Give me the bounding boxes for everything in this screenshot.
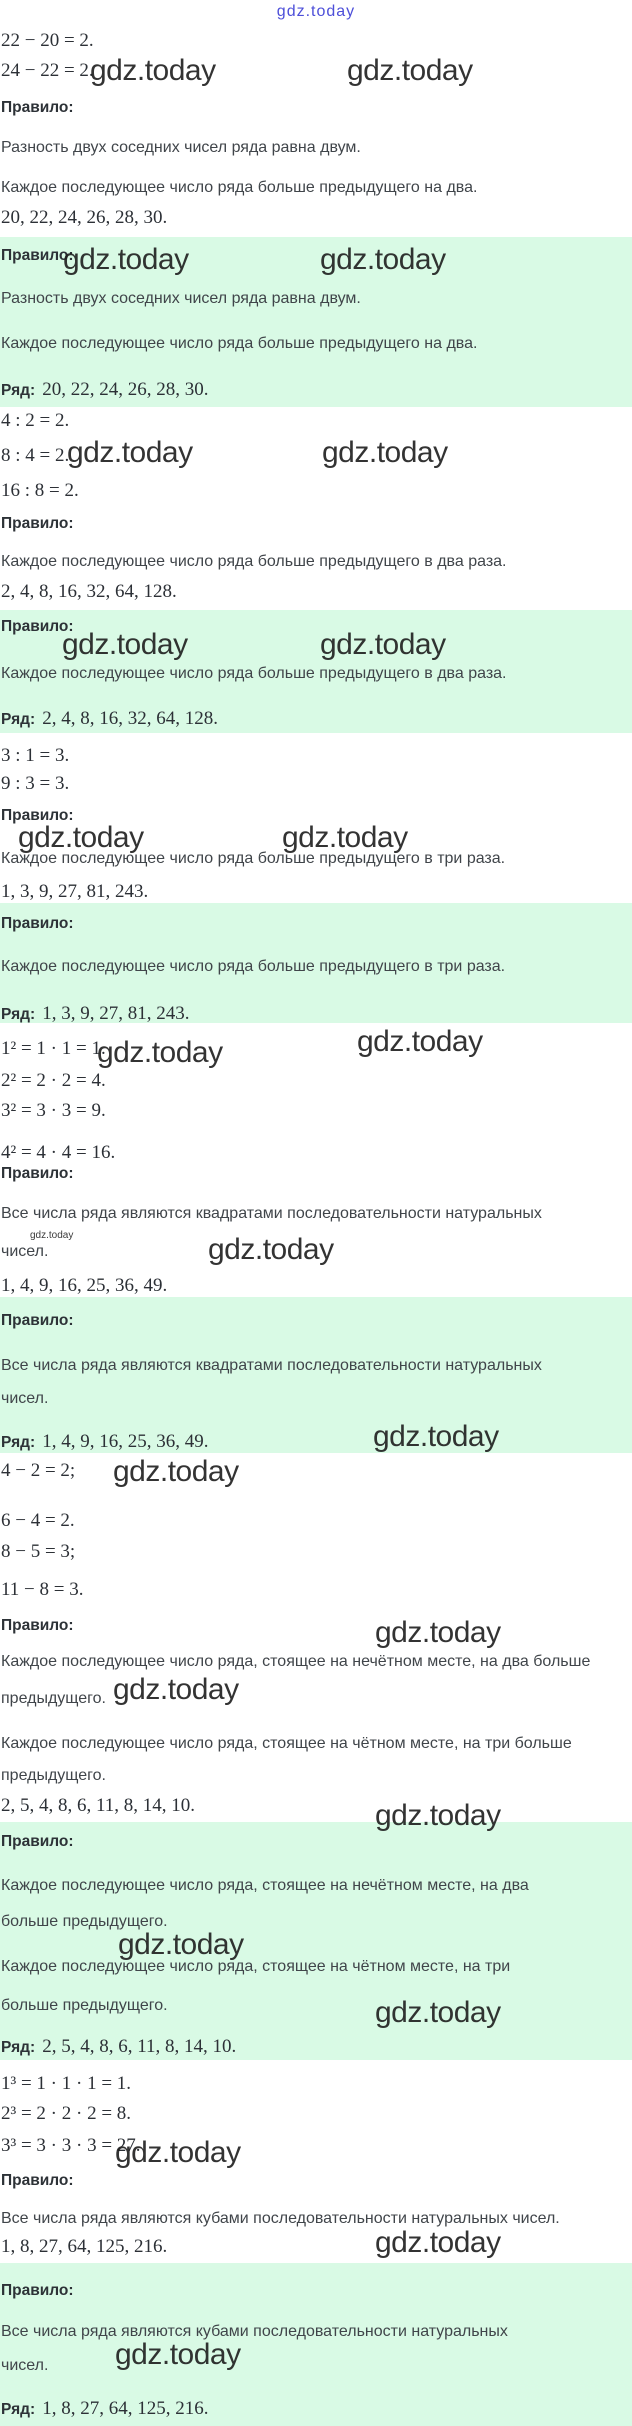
sequence-text: 20, 22, 24, 26, 28, 30. — [1, 207, 168, 228]
watermark: gdz.today — [322, 436, 448, 469]
rule-label: Правило: — [1, 618, 74, 635]
math-line: 2³ = 2 · 2 · 2 = 8. — [1, 2103, 132, 2124]
rule-label: Правило: — [1, 1312, 74, 1329]
rule-text: Разность двух соседних чисел ряда равна двум. — [1, 139, 361, 156]
row-label: Ряд: — [1, 2401, 36, 2418]
row-label: Ряд: — [1, 1434, 36, 1451]
watermark: gdz.today — [115, 2136, 241, 2169]
watermark: gdz.today — [113, 1455, 239, 1488]
math-line: 6 − 4 = 2. — [1, 1510, 75, 1531]
rule-label: Правило: — [1, 1617, 74, 1634]
math-line: 2² = 2 · 2 = 4. — [1, 1070, 106, 1091]
rule-text: Каждое последующее число ряда, стоящее на чётном месте, на три — [1, 1958, 511, 1975]
watermark: gdz.today — [18, 821, 144, 854]
rule-label: Правило: — [1, 1833, 74, 1850]
math-line: 1² = 1 · 1 = 1. — [1, 1038, 106, 1059]
rule-label: Правило: — [1, 807, 74, 824]
math-line: 4 : 2 = 2. — [1, 410, 70, 431]
rule-text: Каждое последующее число ряда, стоящее на нечётном месте, на два больше — [1, 1653, 591, 1670]
row-values: 1, 3, 9, 27, 81, 243. — [42, 1003, 190, 1024]
rule-text: Все числа ряда являются кубами последовательности натуральных — [1, 2323, 508, 2340]
rule-label: Правило: — [1, 1165, 74, 1182]
watermark: gdz.today — [320, 243, 446, 276]
rule-text: Каждое последующее число ряда больше предыдущего в три раза. — [1, 850, 506, 867]
workings-6 — [0, 2060, 632, 2263]
math-line: 9 : 3 = 3. — [1, 773, 70, 794]
row-label: Ряд: — [1, 1006, 36, 1023]
workings-5 — [0, 1453, 632, 1832]
answer-row — [1, 379, 208, 401]
rule-text: Все числа ряда являются кубами последовательности натуральных чисел. — [1, 2210, 560, 2227]
watermark: gdz.today — [118, 1928, 244, 1961]
rule-text: предыдущего. — [1, 1690, 106, 1707]
rule-label: Правило: — [1, 2282, 74, 2299]
watermark: gdz.today — [67, 436, 193, 469]
math-line: 11 − 8 = 3. — [1, 1579, 84, 1600]
watermark: gdz.today — [63, 243, 189, 276]
answer-row — [1, 2398, 208, 2420]
rule-text: Каждое последующее число ряда, стоящее на нечётном месте, на два — [1, 1877, 529, 1894]
math-line: 4 − 2 = 2; — [1, 1460, 76, 1481]
watermark: gdz.today — [62, 628, 188, 661]
math-line: 8 : 4 = 2. — [1, 445, 70, 466]
math-line: 3² = 3 · 3 = 9. — [1, 1100, 106, 1121]
watermark: gdz.today — [373, 1420, 499, 1453]
watermark: gdz.today — [115, 2338, 241, 2371]
watermark: gdz.today — [320, 628, 446, 661]
rule-text: Каждое последующее число ряда, стоящее на чётном месте, на три больше — [1, 1735, 572, 1752]
row-values: 20, 22, 24, 26, 28, 30. — [42, 379, 209, 400]
watermark: gdz.today — [375, 1996, 501, 2029]
row-values: 1, 8, 27, 64, 125, 216. — [42, 2398, 209, 2419]
rule-text: Разность двух соседних чисел ряда равна двум. — [1, 290, 361, 307]
rule-text: Все числа ряда являются квадратами последовательности натуральных — [1, 1357, 542, 1374]
watermark: gdz.today — [357, 1025, 483, 1058]
watermark: gdz.today — [90, 54, 216, 87]
rule-label: Правило: — [1, 99, 74, 116]
rule-text: больше предыдущего. — [1, 1997, 168, 2014]
watermark: gdz.today — [282, 821, 408, 854]
row-values: 2, 5, 4, 8, 6, 11, 8, 14, 10. — [42, 2036, 237, 2057]
row-label: Ряд: — [1, 2039, 36, 2056]
answer-row — [1, 2036, 236, 2058]
math-line: 24 − 22 = 2. — [1, 60, 94, 81]
rule-text: предыдущего. — [1, 1767, 106, 1784]
rule-label: Правило: — [1, 515, 74, 532]
sequence-text: 2, 5, 4, 8, 6, 11, 8, 14, 10. — [1, 1795, 196, 1816]
watermark: gdz.today — [375, 2226, 501, 2259]
answer-row — [1, 1003, 189, 1025]
answer-row — [1, 708, 218, 730]
rule-text: Каждое последующее число ряда больше предыдущего в два раза. — [1, 665, 507, 682]
row-label: Ряд: — [1, 711, 36, 728]
sequence-text: 1, 4, 9, 16, 25, 36, 49. — [1, 1275, 168, 1296]
watermark: gdz.today — [375, 1799, 501, 1832]
row-values: 2, 4, 8, 16, 32, 64, 128. — [42, 708, 218, 729]
workings-2 — [0, 407, 632, 610]
rule-label: Правило: — [1, 2172, 74, 2189]
rule-text: Все числа ряда являются квадратами последовательности натуральных — [1, 1205, 542, 1222]
rule-text: чисел. — [1, 1243, 49, 1260]
watermark: gdz.today — [208, 1233, 334, 1266]
site-header-link[interactable]: gdz.today — [276, 3, 356, 20]
workings-1 — [0, 0, 632, 237]
answer-4 — [0, 1297, 632, 1453]
row-label: Ряд: — [1, 382, 36, 399]
rule-text: Каждое последующее число ряда больше предыдущего в три раза. — [1, 958, 506, 975]
rule-text: Каждое последующее число ряда больше предыдущего в два раза. — [1, 553, 507, 570]
workings-3 — [0, 733, 632, 903]
answer-5 — [0, 1822, 632, 2060]
answer-row — [1, 1431, 208, 1453]
math-line: 3 : 1 = 3. — [1, 745, 70, 766]
rule-label: Правило: — [1, 915, 74, 932]
workings-4 — [0, 1023, 632, 1297]
watermark: gdz.today — [113, 1673, 239, 1706]
rule-text: чисел. — [1, 2357, 49, 2374]
rule-text: Каждое последующее число ряда больше предыдущего на два. — [1, 335, 478, 352]
sequence-text: 2, 4, 8, 16, 32, 64, 128. — [1, 581, 177, 602]
answer-1 — [0, 237, 632, 407]
rule-text: чисел. — [1, 1390, 49, 1407]
math-line: 22 − 20 = 2. — [1, 30, 94, 51]
row-values: 1, 4, 9, 16, 25, 36, 49. — [42, 1431, 209, 1452]
watermark: gdz.today — [97, 1036, 223, 1069]
answer-3 — [0, 903, 632, 1023]
rule-text: Каждое последующее число ряда больше предыдущего на два. — [1, 179, 478, 196]
math-line: 1³ = 1 · 1 · 1 = 1. — [1, 2073, 132, 2094]
math-line: 3³ = 3 · 3 · 3 = 27. — [1, 2135, 141, 2156]
watermark: gdz.today — [375, 1616, 501, 1649]
watermark: gdz.today — [30, 1230, 74, 1241]
math-line: 8 − 5 = 3; — [1, 1541, 76, 1562]
math-line: 4² = 4 · 4 = 16. — [1, 1142, 116, 1163]
answer-6 — [0, 2263, 632, 2426]
math-line: 16 : 8 = 2. — [1, 480, 79, 501]
rule-label: Правило: — [1, 247, 74, 264]
sequence-text: 1, 3, 9, 27, 81, 243. — [1, 881, 149, 902]
answer-2 — [0, 610, 632, 733]
sequence-text: 1, 8, 27, 64, 125, 216. — [1, 2236, 168, 2257]
rule-text: больше предыдущего. — [1, 1913, 168, 1930]
watermark: gdz.today — [347, 54, 473, 87]
